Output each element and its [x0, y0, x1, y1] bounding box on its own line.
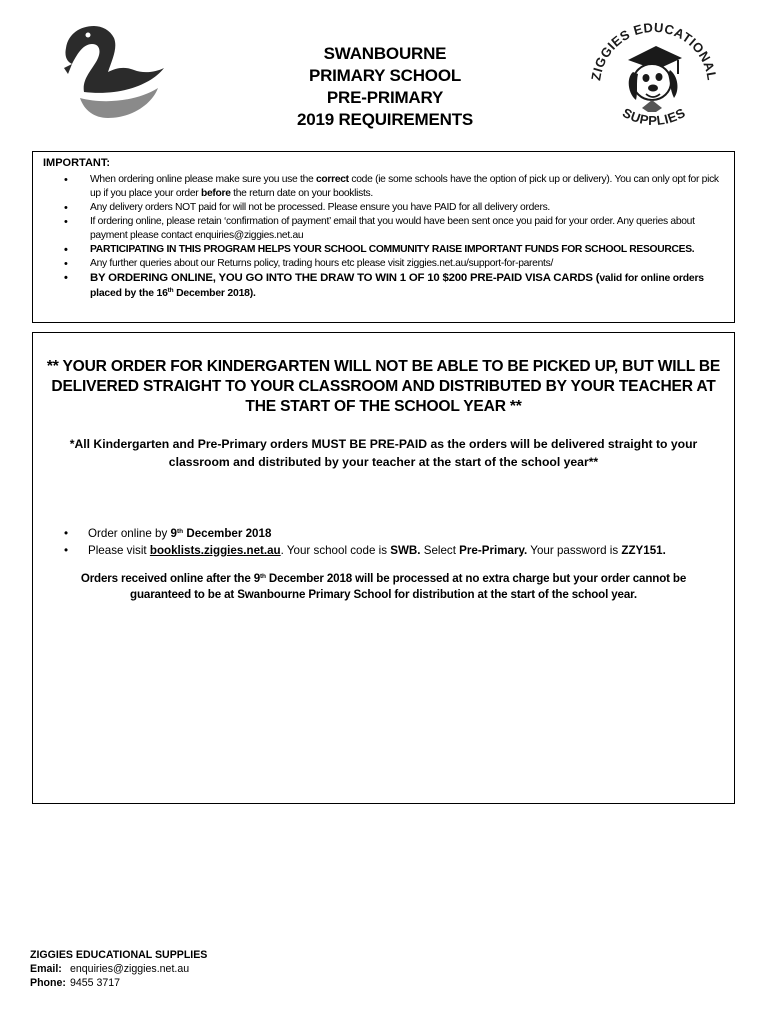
- email-value[interactable]: enquiries@ziggies.net.au: [70, 963, 190, 975]
- item-text: Order online by: [88, 527, 171, 540]
- list-item: • PARTICIPATING IN THIS PROGRAM HELPS YOUR SCHOOL COMMUNITY RAISE IMPORTANT FUNDS FOR SCHOOL RESOURCES.: [43, 243, 723, 257]
- title-line-year-level: PRE-PRIMARY: [326, 88, 444, 107]
- list-item-website-info: [61, 542, 711, 559]
- title-line-school-type: PRIMARY SCHOOL: [308, 66, 462, 85]
- item-text: the return date on your booklists.: [230, 188, 373, 199]
- logo-top-text: ZIGGIES EDUCATIONAL: [588, 20, 720, 82]
- ordinal-suffix: th: [260, 573, 266, 580]
- phone-value: 9455 3717: [70, 977, 121, 989]
- item-emphasis: before: [200, 188, 231, 199]
- contact-footer: [30, 948, 207, 990]
- item-text: BY ORDERING ONLINE, YOU GO INTO THE DRAW TO WIN 1 OF 10 $200 PRE-PAID VISA CARDS (: [90, 272, 600, 284]
- title-line-requirements: 2019 REQUIREMENTS: [296, 110, 474, 129]
- prepaid-notice: *All Kindergarten and Pre-Primary orders MUST BE PRE-PAID as the orders will be delivered straight to your classroom and distributed by your teacher at the start of the school year**: [69, 437, 698, 469]
- item-emphasis: December 2018: [183, 527, 272, 540]
- note-text: Orders received online after the 9: [80, 572, 261, 585]
- kindergarten-headline: ** YOUR ORDER FOR KINDERGARTEN WILL NOT BE ABLE TO BE PICKED UP, BUT WILL BE DELIVERED STRAIGHT TO YOUR CLASSROOM AND DISTRIBUTED BY YOUR TEACHER AT THE START OF THE SCHOOL YEAR **: [46, 358, 721, 415]
- important-list: [43, 173, 723, 301]
- year-level-selection: Pre-Primary.: [459, 544, 528, 557]
- item-text: Your password is: [527, 544, 622, 557]
- booklists-link[interactable]: booklists.ziggies.net.au: [149, 544, 281, 557]
- item-emphasis: correct: [315, 174, 349, 185]
- ordering-instructions-list: [61, 525, 711, 559]
- note-text: December 2018 will be processed at no extra charge but your order cannot be guaranteed to be at Swanbourne Primary School for distribution at the start of the school year.: [130, 572, 687, 601]
- company-name: ZIGGIES EDUCATIONAL SUPPLIES: [30, 949, 208, 961]
- list-item-order-deadline: [61, 525, 711, 542]
- list-item: [43, 173, 723, 201]
- list-item-prize-draw: [43, 271, 723, 301]
- ziggies-logo: [586, 20, 722, 138]
- dog-mascot-icon: [628, 46, 682, 112]
- item-text: code (ie some schools have the option of pick up or delivery). You can only opt for pick up if you place your order: [90, 174, 719, 199]
- important-heading: IMPORTANT:: [43, 157, 111, 169]
- email-label: Email:: [30, 963, 62, 975]
- phone-row: [30, 976, 207, 990]
- important-notice-box: [32, 151, 735, 323]
- swan-logo-icon: [58, 22, 168, 126]
- logo-bottom-text: SUPPLIES: [620, 104, 688, 129]
- list-item: • If ordering online, please retain ‘confirmation of payment’ email that you would have been sent once you paid for your order. Any queries about payment please contact enquiries@ziggies.net.au: [43, 215, 723, 243]
- phone-label: Phone:: [30, 977, 66, 989]
- item-text: . Your school code is: [280, 544, 391, 557]
- email-row: [30, 962, 207, 976]
- item-text: When ordering online please make sure you use the: [90, 174, 316, 185]
- page-title: [240, 43, 530, 131]
- ordinal-suffix: th: [167, 287, 174, 294]
- school-code: SWB.: [390, 544, 421, 557]
- title-line-school-name: SWANBOURNE: [323, 44, 447, 63]
- item-text: Please visit: [88, 544, 150, 557]
- kindergarten-info-box: [32, 332, 735, 804]
- ordinal-suffix: th: [176, 528, 184, 535]
- late-orders-note: [53, 571, 714, 603]
- password-value: ZZY151.: [621, 544, 666, 557]
- item-text: Select: [420, 544, 460, 557]
- item-emphasis: 9: [170, 527, 177, 540]
- item-text: valid for online orders placed by the 16: [90, 273, 704, 299]
- list-item: • Any further queries about our Returns policy, trading hours etc please visit ziggies.net.au/support-for-parents/: [43, 257, 723, 271]
- list-item: • Any delivery orders NOT paid for will not be processed. Please ensure you have PAID for all delivery orders.: [43, 201, 723, 215]
- item-text: December 2018).: [173, 288, 256, 299]
